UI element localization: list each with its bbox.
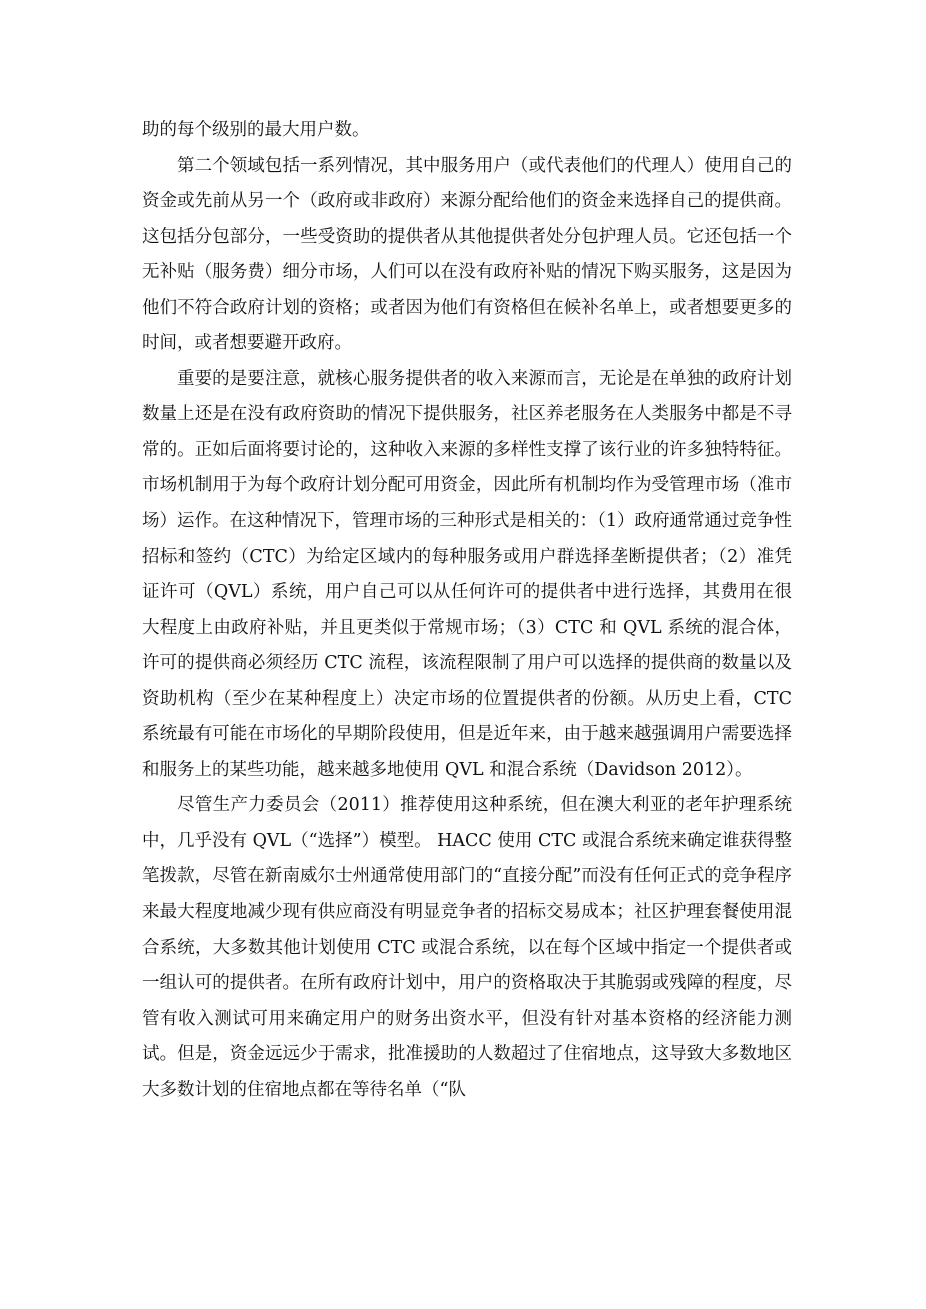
body-text [142, 113, 792, 1108]
paragraph-revenue-sources: 重要的是要注意，就核心服务提供者的收入来源而言，无论是在单独的政府计划数量上还是在没有政府资助的情况下提供服务，社区养老服务在人类服务中都是不寻常的。正如后面将要讨论的，这种收入来源的多样性支撑了该行业的许多独特特征。市场机制用于为每个政府计划分配可用资金，因此所有机制均作为受管理市场（准市场）运作。在这种情况下，管理市场的三种形式是相关的：（1）政府通常通过竞争性招标和签约（CTC）为给定区域内的每种服务或用户群选择垄断提供者；（2）准凭证许可（QVL）系统，用户自己可以从任何许可的提供者中进行选择，其费用在很大程度上由政府补贴，并且更类似于常规市场；（3）CTC 和 QVL 系统的混合体，许可的提供商必须经历 CTC 流程，该流程限制了用户可以选择的提供商的数量以及资助机构（至少在某种程度上）决定市场的位置提供者的份额。从历史上看，CTC 系统最有可能在市场化的早期阶段使用，但是近年来，由于越来越强调用户需要选择和服务上的某些功能，越来越多地使用 QVL 和混合系统（Davidson 2012）。 [142, 368, 792, 780]
paragraph-productivity-commission: 尽管生产力委员会（2011）推荐使用这种系统，但在澳大利亚的老年护理系统中，几乎没有 QVL（“选择”）模型。 HACC 使用 CTC 或混合系统来确定谁获得整笔拨款，尽管在新南威尔士州通常使用部门的“直接分配”而没有任何正式的竞争程序来最大程度地减少现有供应商没有明显竞争者的招标交易成本；社区护理套餐使用混合系统，大多数其他计划使用 CTC 或混合系统，以在每个区域中指定一个提供者或一组认可的提供者。在所有政府计划中，用户的资格取决于其脆弱或残障的程度，尽管有收入测试可用来确定用户的财务出资水平，但没有针对基本资格的经济能力测试。但是，资金远远少于需求，批准援助的人数超过了住宿地点，这导致大多数地区大多数计划的住宿地点都在等待名单（“队 [142, 795, 792, 1100]
paragraph-continuation: 助的每个级别的最大用户数。 [142, 120, 370, 140]
paragraph-second-domain: 第二个领域包括一系列情况，其中服务用户（或代表他们的代理人）使用自己的资金或先前从另一个（政府或非政府）来源分配给他们的资金来选择自己的提供商。这包括分包部分，一些受资助的提供者从其他提供者处分包护理人员。它还包括一个无补贴（服务费）细分市场，人们可以在没有政府补贴的情况下购买服务，这是因为他们不符合政府计划的资格；或者因为他们有资格但在候补名单上，或者想要更多的时间，或者想要避开政府。 [142, 155, 792, 354]
